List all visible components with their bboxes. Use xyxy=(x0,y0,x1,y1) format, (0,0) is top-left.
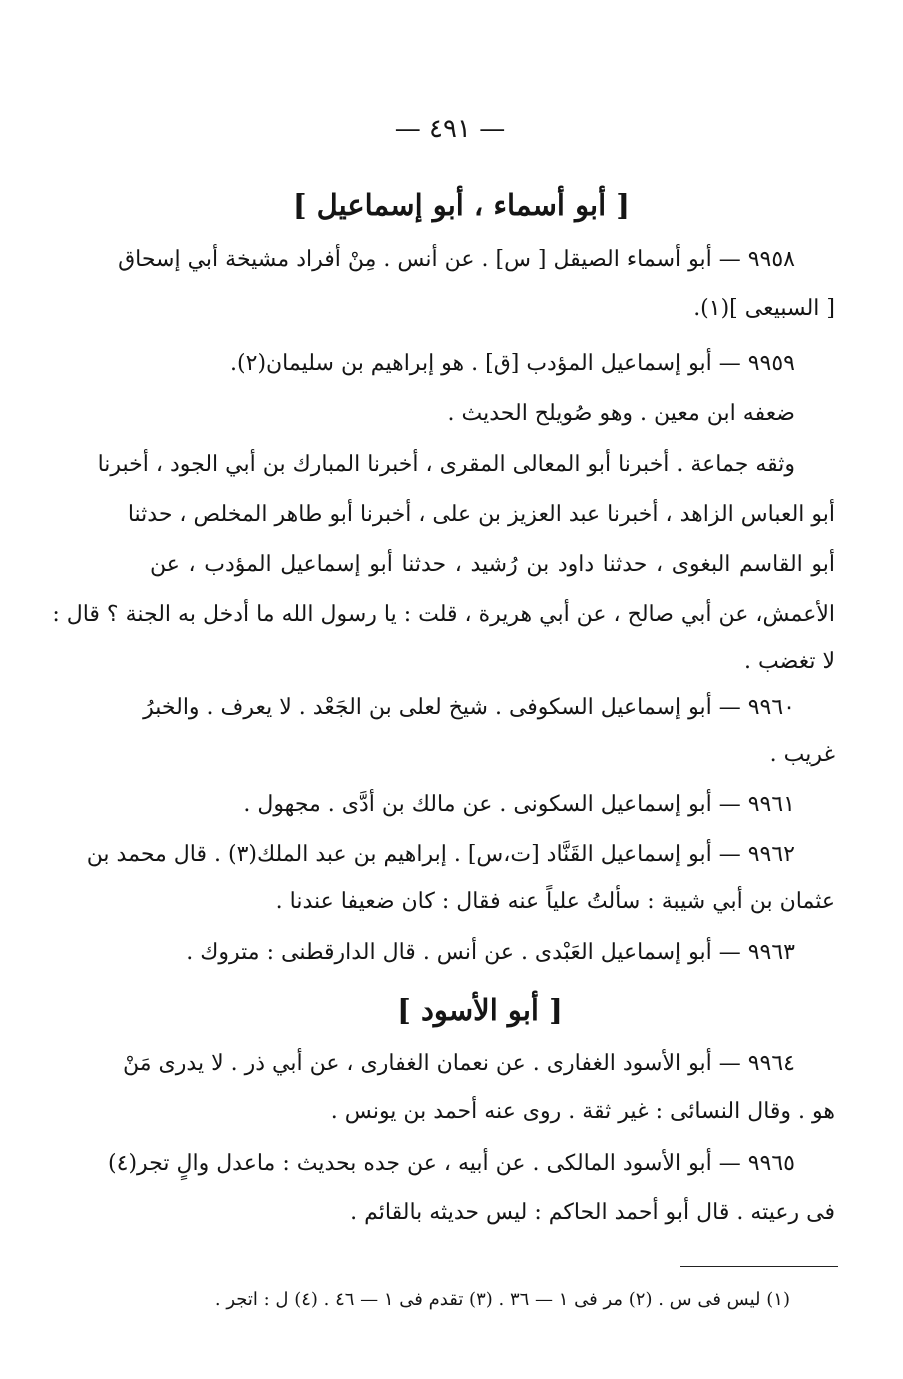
entry-9959-isnad-line-5: لا تغضب . xyxy=(744,649,835,674)
entry-9964-line-2: هو . وقال النسائى : غير ثقة . روى عنه أحمد بن يونس . xyxy=(330,1099,835,1124)
entry-9965-line-1: ٩٩٦٥ — أبو الأسود المالكى . عن أبيه ، عن جده بحديث : ماعدل والٍ تجر(٤) xyxy=(108,1151,795,1176)
entry-9959-isnad-line-3: أبو القاسم البغوى ، حدثنا داود بن رُشيد ، حدثنا أبو إسماعيل المؤدب ، عن xyxy=(150,552,835,577)
entry-9965-line-2: فى رعيته . قال أبو أحمد الحاكم : ليس حديثه بالقائم . xyxy=(350,1200,835,1225)
entry-9959-isnad-line-1: وثقه جماعة . أخبرنا أبو المعالى المقرى ، أخبرنا المبارك بن أبي الجود ، أخبرنا xyxy=(97,452,795,477)
section-heading-abu-asma: [ أبو أسماء ، أبو إسماعيل ] xyxy=(292,188,630,222)
entry-9960-line-1: ٩٩٦٠ — أبو إسماعيل السكوفى . شيخ لعلى بن الجَعْد . لا يعرف . والخبرُ xyxy=(143,695,795,720)
entry-9960-line-2: غريب . xyxy=(769,742,835,767)
footnote-separator xyxy=(680,1266,838,1267)
entry-9962-line-2: عثمان بن أبي شيبة : سألتُ علياً عنه فقال : كان ضعيفا عندنا . xyxy=(275,889,835,914)
entry-9958-line-2: [ السبيعى ](١). xyxy=(693,296,835,321)
section-heading-abu-al-aswad: [ أبو الأسود ] xyxy=(397,993,563,1027)
footnotes: (١) ليس فى س . (٢) مر فى ١ — ٣٦ . (٣) تقدم فى ١ — ٤٦ . (٤) ل : اتجر . xyxy=(214,1289,790,1310)
page-number: — ٤٩١ — xyxy=(394,114,506,144)
entry-9959-isnad-line-2: أبو العباس الزاهد ، أخبرنا عبد العزيز بن على ، أخبرنا أبو طاهر المخلص ، حدثنا xyxy=(127,502,835,527)
entry-9959-line-2: ضعفه ابن معين . وهو صُويلح الحديث . xyxy=(447,401,795,426)
entry-9961: ٩٩٦١ — أبو إسماعيل السكونى . عن مالك بن أدَّى . مجهول . xyxy=(243,792,795,817)
entry-9964-line-1: ٩٩٦٤ — أبو الأسود الغفارى . عن نعمان الغفارى ، عن أبي ذر . لا يدرى مَنْ xyxy=(123,1051,795,1076)
entry-9962-line-1: ٩٩٦٢ — أبو إسماعيل القَنَّاد [ت،س] . إبراهيم بن عبد الملك(٣) . قال محمد بن xyxy=(86,842,795,867)
entry-9963: ٩٩٦٣ — أبو إسماعيل العَبْدى . عن أنس . قال الدارقطنى : متروك . xyxy=(186,940,795,965)
entry-9958-line-1: ٩٩٥٨ — أبو أسماء الصيقل [ س] . عن أنس . مِنْ أفراد مشيخة أبي إسحاق xyxy=(118,247,795,272)
entry-9959-line-1: ٩٩٥٩ — أبو إسماعيل المؤدب [ق] . هو إبراهيم بن سليمان(٢). xyxy=(230,351,795,376)
entry-9959-isnad-line-4: الأعمش، عن أبي صالح ، عن أبي هريرة ، قلت : يا رسول الله ما أدخل به الجنة ؟ قال : xyxy=(52,602,835,627)
